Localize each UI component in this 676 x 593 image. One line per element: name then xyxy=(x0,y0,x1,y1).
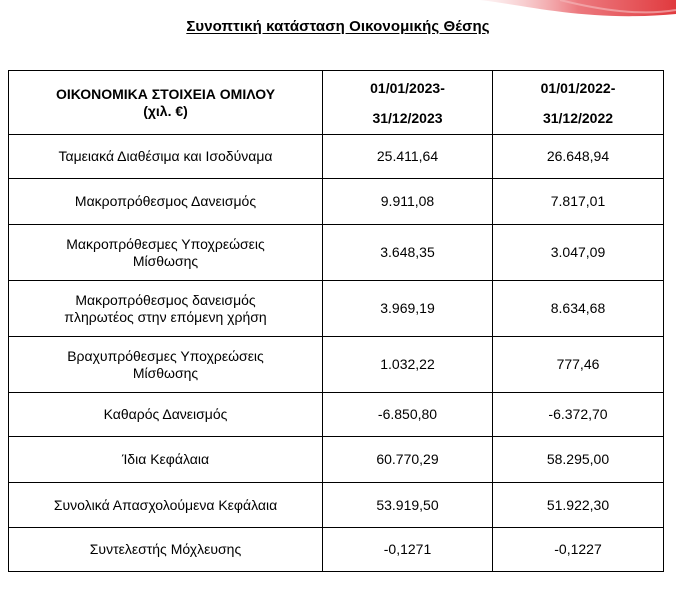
page-title: Συνοπτική κατάσταση Οικονομικής Θέσης xyxy=(186,18,490,35)
value-2022: -0,1227 xyxy=(493,528,664,572)
row-label-line1: Μακροπρόθεσμες Υποχρεώσεις xyxy=(66,235,265,252)
header-period-2023 xyxy=(323,71,493,135)
value-2022: 58.295,00 xyxy=(493,437,664,483)
value-2022: 3.047,09 xyxy=(493,225,664,281)
row-label-line2: Μίσθωσης xyxy=(132,252,199,269)
header-financial-items-line2: (χιλ. €) xyxy=(143,102,188,119)
row-label: Συνολικά Απασχολούμενα Κεφάλαια xyxy=(9,483,323,528)
value-2023: 53.919,50 xyxy=(323,483,493,528)
value-2022: 26.648,94 xyxy=(493,135,664,179)
table-row xyxy=(9,225,664,281)
row-label-line1: Μακροπρόθεσμος δανεισμός xyxy=(75,291,256,308)
value-2023: 1.032,22 xyxy=(323,337,493,393)
header-period-2022-line1: 01/01/2022- xyxy=(540,79,616,96)
row-label xyxy=(9,281,323,337)
row-label: Ίδια Κεφάλαια xyxy=(9,437,323,483)
row-label-line1: Βραχυπρόθεσμες Υποχρεώσεις xyxy=(67,347,264,364)
value-2023: -0,1271 xyxy=(323,528,493,572)
value-2023: 25.411,64 xyxy=(323,135,493,179)
table-row xyxy=(9,337,664,393)
row-label: Συντελεστής Μόχλευσης xyxy=(9,528,323,572)
value-2022: -6.372,70 xyxy=(493,393,664,437)
row-label xyxy=(9,225,323,281)
value-2023: 3.648,35 xyxy=(323,225,493,281)
value-2023: -6.850,80 xyxy=(323,393,493,437)
row-label: Μακροπρόθεσμος Δανεισμός xyxy=(9,179,323,225)
table-row xyxy=(9,437,664,483)
table-row xyxy=(9,281,664,337)
row-label: Καθαρός Δανεισμός xyxy=(9,393,323,437)
header-period-2022-line2: 31/12/2022 xyxy=(542,109,614,126)
header-period-2022 xyxy=(493,71,664,135)
financial-table xyxy=(8,70,664,572)
table-row xyxy=(9,179,664,225)
row-label xyxy=(9,337,323,393)
table-row xyxy=(9,135,664,179)
value-2022: 51.922,30 xyxy=(493,483,664,528)
table-row xyxy=(9,483,664,528)
value-2022: 8.634,68 xyxy=(493,281,664,337)
row-label-line2: Μίσθωσης xyxy=(132,364,199,381)
row-label-line2: πληρωτέος στην επόμενη χρήση xyxy=(64,308,267,325)
header-financial-items xyxy=(9,71,323,135)
row-label: Ταμειακά Διαθέσιμα και Ισοδύναμα xyxy=(9,135,323,179)
header-period-2023-line2: 31/12/2023 xyxy=(372,109,443,126)
header-period-2023-line1: 01/01/2023- xyxy=(370,79,445,96)
table-row xyxy=(9,393,664,437)
header-financial-items-line1: ΟΙΚΟΝΟΜΙΚΑ ΣΤΟΙΧΕΙΑ ΟΜΙΛΟΥ xyxy=(55,85,276,102)
table-header-row xyxy=(9,71,664,135)
value-2023: 9.911,08 xyxy=(323,179,493,225)
value-2023: 3.969,19 xyxy=(323,281,493,337)
table-row xyxy=(9,528,664,572)
value-2022: 777,46 xyxy=(493,337,664,393)
value-2023: 60.770,29 xyxy=(323,437,493,483)
value-2022: 7.817,01 xyxy=(493,179,664,225)
